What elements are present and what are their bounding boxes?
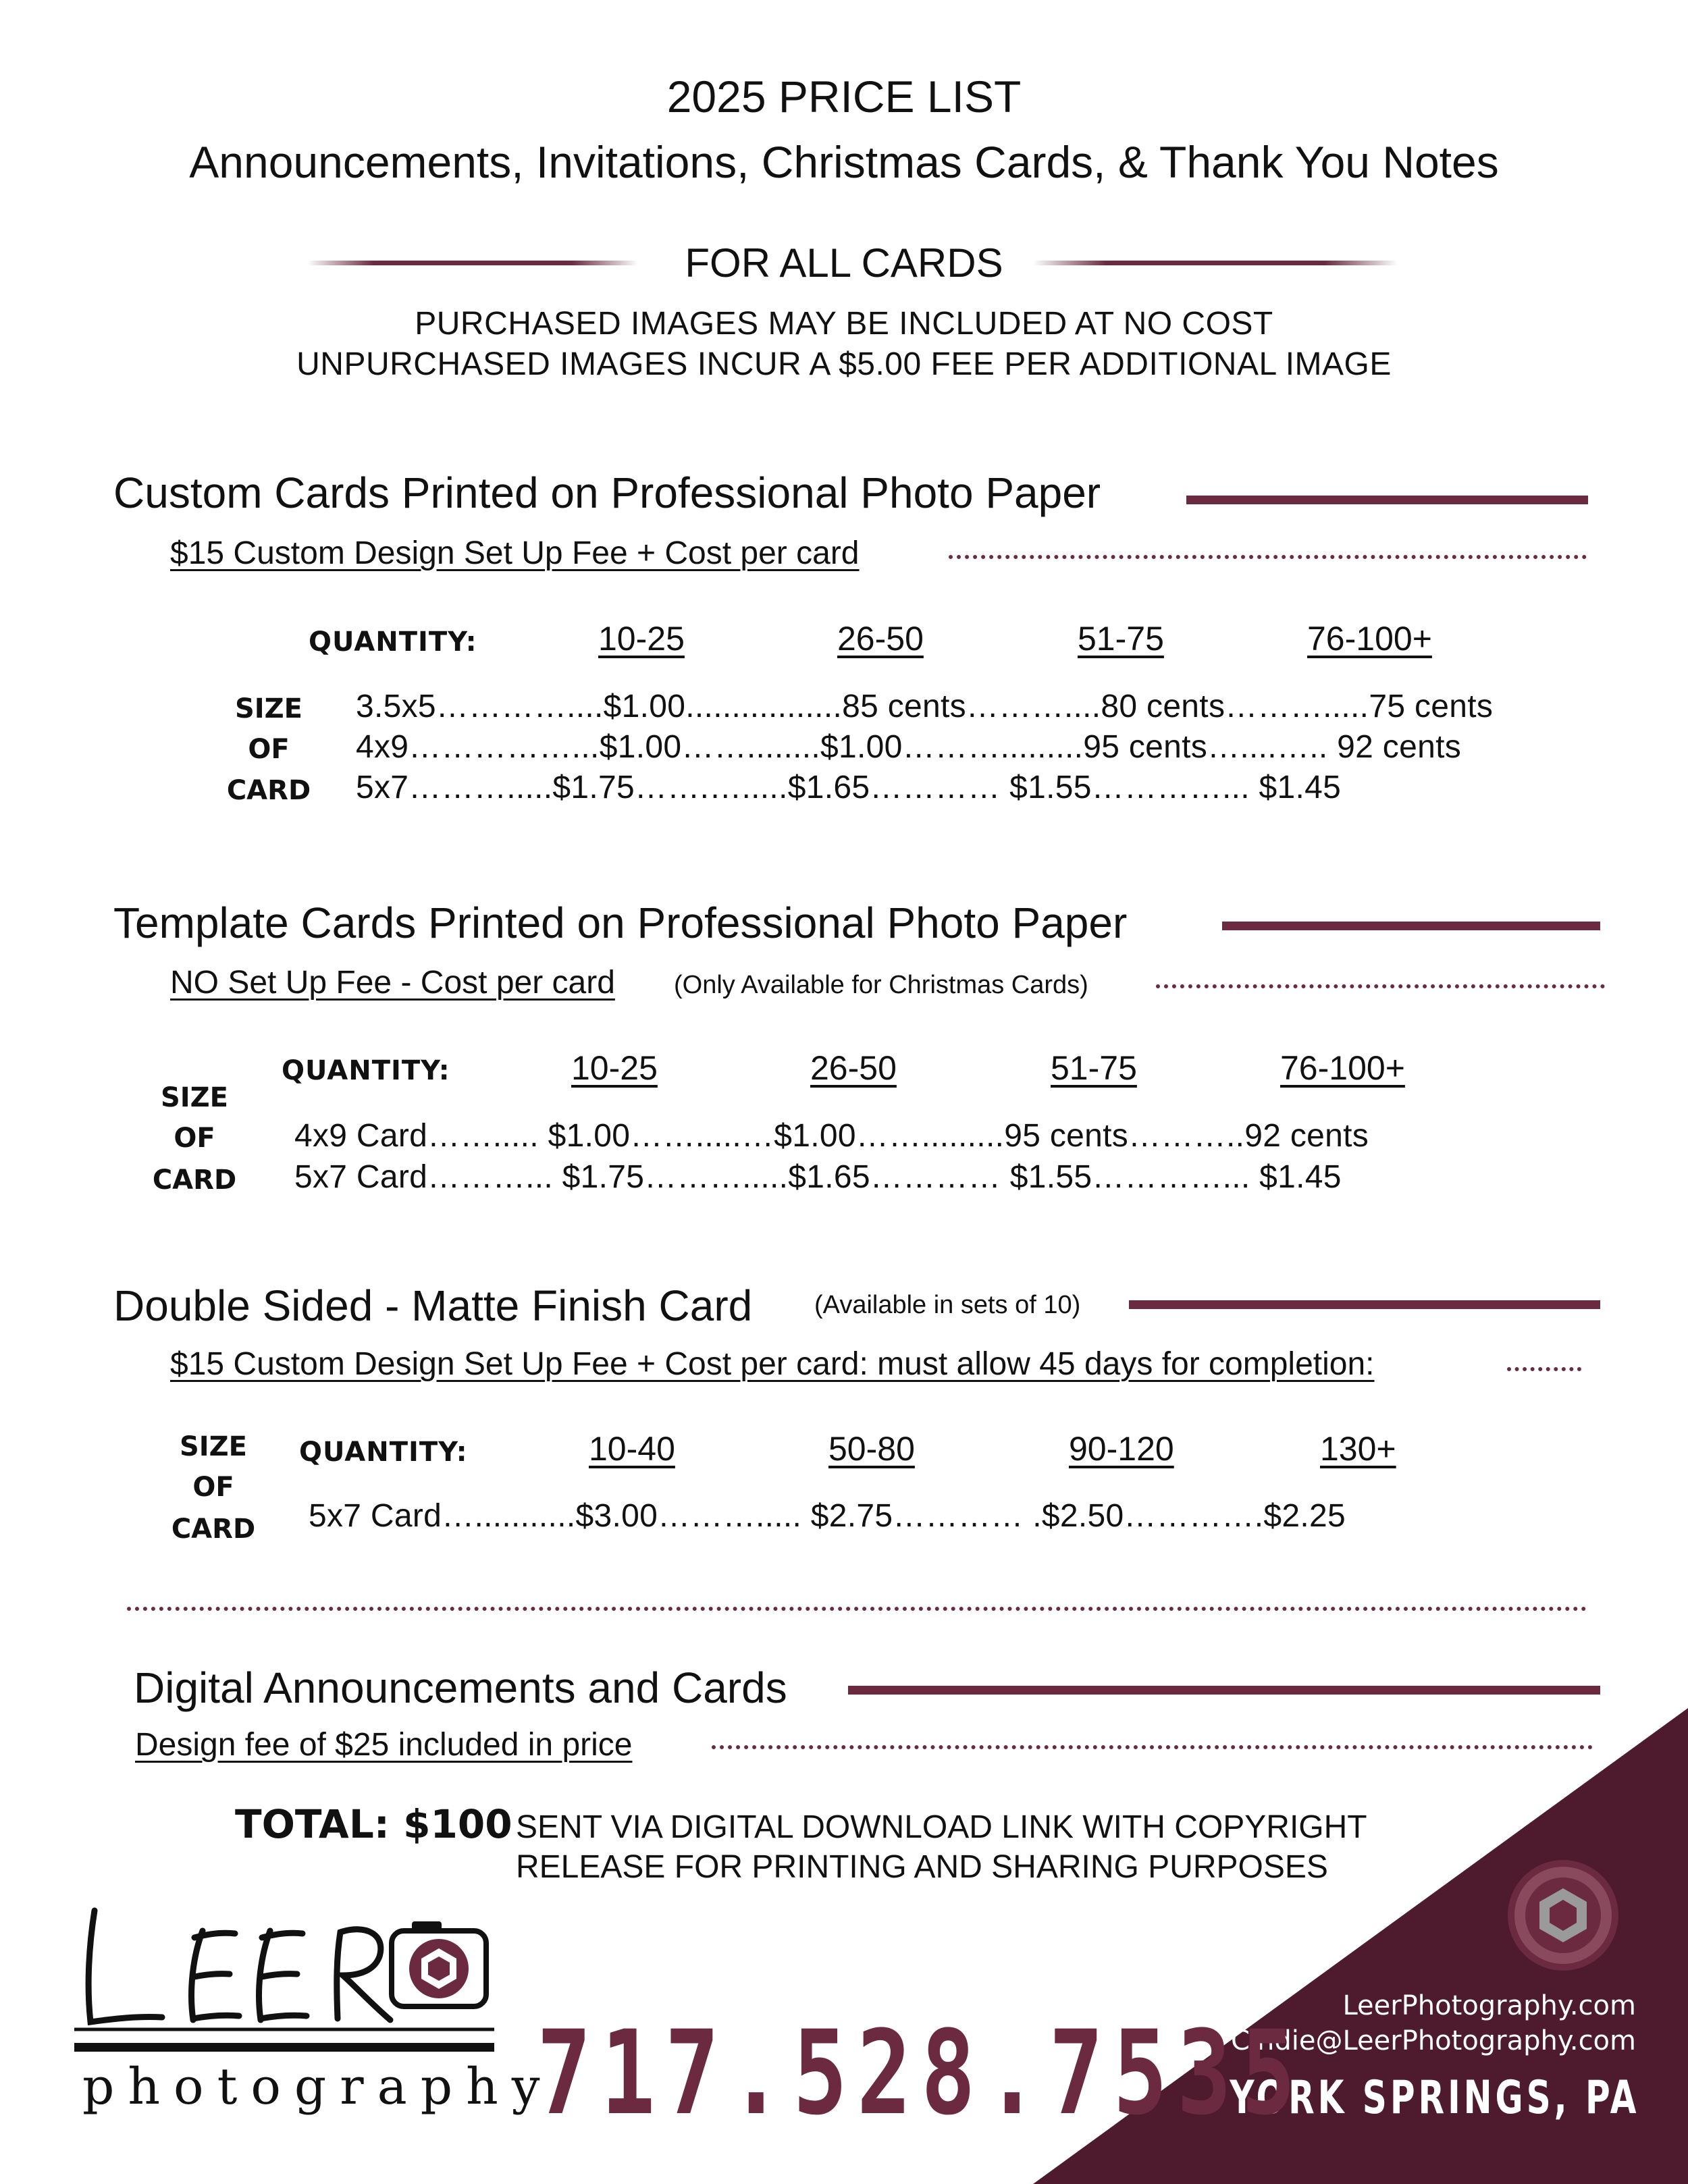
- website-text: LeerPhotography.com: [1342, 1990, 1636, 2021]
- template-fee: NO Set Up Fee - Cost per card: [170, 965, 615, 1001]
- template-row-5x7: 5x7 Card………... $1.75……….....$1.65………… $1.55…………... $1.45: [294, 1159, 1342, 1195]
- custom-qty-4: 76-100+: [1307, 620, 1432, 658]
- email-text: Cindie@LeerPhotography.com: [1230, 2025, 1636, 2056]
- double-title-rule: [1129, 1300, 1600, 1309]
- custom-row-5x7: 5x7……….....$1.75…….….....$1.65………… $1.55…………... $1.45: [356, 770, 1342, 805]
- digital-fee: Design fee of $25 included in price: [135, 1727, 633, 1763]
- page-subtitle: Announcements, Invitations, Christmas Cards, & Thank You Notes: [189, 137, 1499, 187]
- custom-qty-2: 26-50: [837, 620, 924, 658]
- custom-section-title: Custom Cards Printed on Professional Photo Paper: [113, 469, 1101, 517]
- logo-subtitle: photography: [82, 2058, 554, 2116]
- phone-number: 717.528.7535: [537, 2005, 1305, 2141]
- custom-quantity-label: QUANTITY:: [309, 627, 477, 658]
- custom-title-rule: [1186, 496, 1588, 504]
- template-section-title: Template Cards Printed on Professional Photo Paper: [113, 899, 1128, 947]
- custom-row-4x9: 4x9……………...$1.00……........$1.00……….........95 cents…....….. 92 cents: [356, 729, 1462, 765]
- digital-title-rule: [848, 1686, 1600, 1695]
- double-fee: $15 Custom Design Set Up Fee + Cost per card: must allow 45 days for completion:: [170, 1346, 1375, 1382]
- digital-total: TOTAL: $100: [235, 1801, 512, 1847]
- notice-line-1: PURCHASED IMAGES MAY BE INCLUDED AT NO COST: [415, 306, 1273, 342]
- digital-sent-line-1: SENT VIA DIGITAL DOWNLOAD LINK WITH COPYRIGHT: [516, 1809, 1367, 1845]
- custom-fee-dots: [949, 555, 1587, 559]
- custom-qty-1: 10-25: [598, 620, 685, 658]
- double-side-card: CARD: [171, 1514, 256, 1545]
- template-qty-2: 26-50: [810, 1049, 897, 1087]
- template-title-rule: [1222, 922, 1600, 930]
- template-note: (Only Available for Christmas Cards): [674, 971, 1088, 999]
- double-fee-dots: [1507, 1367, 1581, 1371]
- double-qty-4: 130+: [1320, 1430, 1396, 1468]
- template-qty-1: 10-25: [571, 1049, 658, 1087]
- double-qty-2: 50-80: [828, 1430, 915, 1468]
- logo-underline-bar: [74, 2043, 494, 2052]
- template-side-of: OF: [174, 1123, 215, 1154]
- custom-qty-3: 51-75: [1078, 620, 1164, 658]
- aperture-icon: [1506, 1858, 1620, 1973]
- for-all-heading: FOR ALL CARDS: [685, 240, 1003, 286]
- custom-side-of: OF: [248, 734, 290, 765]
- custom-side-card: CARD: [226, 775, 311, 806]
- location-text: YORK SPRINGS, PA: [1229, 2071, 1639, 2125]
- double-section-title: Double Sided - Matte Finish Card: [113, 1281, 753, 1330]
- double-qty-3: 90-120: [1069, 1430, 1174, 1468]
- template-side-card: CARD: [152, 1165, 237, 1196]
- leer-logo-signature: [74, 1890, 500, 2039]
- double-qty-1: 10-40: [589, 1430, 675, 1468]
- double-note: (Available in sets of 10): [814, 1291, 1081, 1319]
- template-quantity-label: QUANTITY:: [282, 1055, 450, 1086]
- template-row-4x9: 4x9 Card……..... $1.00…….....…$1.00…….........95 cents………..92 cents: [294, 1118, 1369, 1154]
- notice-line-2: UNPURCHASED IMAGES INCUR A $5.00 FEE PER ADDITIONAL IMAGE: [296, 346, 1392, 382]
- section-divider-dots: [127, 1607, 1587, 1611]
- leer-logo: [74, 1890, 554, 2120]
- double-side-of: OF: [192, 1472, 234, 1503]
- double-quantity-label: QUANTITY:: [299, 1437, 468, 1468]
- template-fee-dots: [1156, 984, 1605, 988]
- template-qty-3: 51-75: [1051, 1049, 1137, 1087]
- page-title: 2025 PRICE LIST: [666, 72, 1022, 122]
- custom-row-3-5x5: 3.5x5…………....$1.00.................85 cents………....80 cents……….....75 cents: [356, 689, 1494, 724]
- digital-section-title: Digital Announcements and Cards: [134, 1663, 787, 1712]
- custom-fee: $15 Custom Design Set Up Fee + Cost per card: [170, 535, 860, 571]
- double-side-size: SIZE: [179, 1431, 248, 1462]
- digital-sent-line-2: RELEASE FOR PRINTING AND SHARING PURPOSES: [516, 1849, 1328, 1885]
- template-side-size: SIZE: [160, 1082, 229, 1113]
- double-row-5x7: 5x7 Card…...........$3.00………..... $2.75………… .$2.50………….$2.25: [309, 1498, 1346, 1534]
- template-qty-4: 76-100+: [1280, 1049, 1405, 1087]
- custom-side-size: SIZE: [234, 693, 303, 724]
